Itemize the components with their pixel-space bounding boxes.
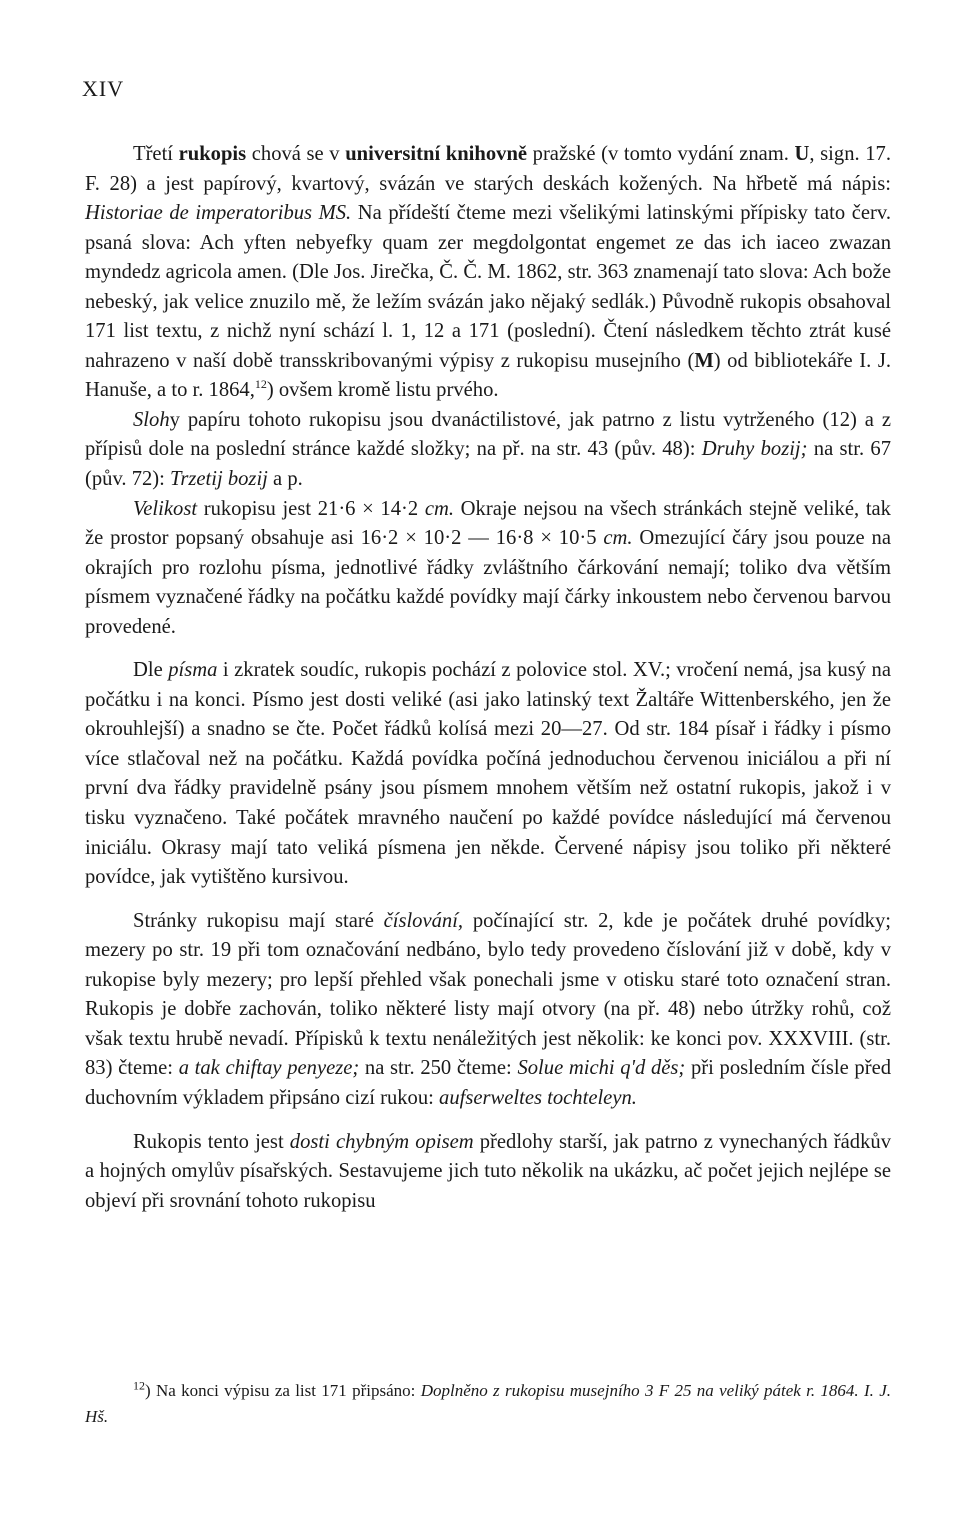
paragraph [85, 907, 891, 1114]
footnote [85, 1378, 891, 1430]
paragraph [85, 406, 891, 495]
body-text [85, 140, 891, 1216]
text-segment: dosti chybným opisem [289, 1130, 474, 1153]
text-segment: rukopis [178, 143, 247, 165]
paragraph [85, 495, 891, 643]
paragraph [85, 1128, 891, 1217]
text-segment: předlohy starší, jak patrno z vynechaných řádkův a hojných omylův písařských. Sestavujeme jich tuto několik na ukázku, ač počet jejich nejlépe se objeví při srovnání tohoto rukopisu [85, 1130, 891, 1212]
text-segment: a tak chiftay penyeze; [178, 1057, 360, 1080]
text-segment: Velikost [133, 497, 198, 520]
text-segment: Stránky rukopisu mají staré [133, 909, 384, 932]
footnote-marker: 12 [254, 377, 267, 392]
text-segment: cm. [424, 497, 454, 520]
paragraph [85, 656, 891, 892]
text-segment: Na přídeští čteme mezi všelikými latinskými přípisky tato červ. psaná slova: Ach yften nebyefky quam zer megdolgontat engemet ze das ich iaceo zwazan myndedz agricola amen. (Dle Jos. Jirečka, Č. Č. M. 1862, str. 363 znamenají tato slova: Ach bože nebeský, jak velice znuzilo mě, že ležím svázán jako nějaký sedlák.) Původně rukopis obsahoval 171 list textu, z nichž nyní schází l. 1, 12 a 171 (poslední). Čtení následkem těchto ztrát kusé nahrazeno v naší době transskribovanými výpisy z rukopisu musejního ( [85, 202, 891, 372]
text-segment: rukopisu jest 21·6 × 14·2 [197, 497, 425, 520]
text-segment: počínající str. 2, kde je počátek druhé povídky; mezery po str. 19 při tom označování nedbáno, bylo tedy provedeno číslování již v době, kdy v rukopise byly mezery; pro lepší přehled však ponechali jsme v otisku staré toto označení stran. Rukopis je dobře zachován, toliko některé listy mají otvory (na př. 48) nebo útržky rohů, což však textu hrubě nevadí. Přípisků k textu nenáležitých jest několik: ke konci pov. XXXVIII. (str. 83) čteme: [85, 909, 891, 1080]
text-segment: ) Na konci výpisu za list 171 připsáno: [145, 1381, 421, 1400]
text-segment: při posledním čísle před duchovním výkladem připsáno cizí rukou: [85, 1057, 892, 1109]
text-segment: aufserweltes tochteleyn. [439, 1086, 637, 1109]
text-segment: M [694, 349, 714, 372]
text-segment: Okraje nejsou na všech stránkách stejně veliké, tak že prostor popsaný obsahuje asi 16·2 × 10·2 — 16·8 × 10·5 [85, 497, 891, 550]
text-segment: Solue michi q'd děs; [517, 1057, 686, 1080]
text-segment: Třetí [133, 143, 179, 165]
footnote-marker: 12 [133, 1378, 145, 1393]
text-segment: na str. 67 (pův. 72): [85, 438, 891, 491]
text-segment: Sloh [133, 408, 170, 431]
text-segment: i zkratek soudíc, rukopis pochází z polovice stol. XV.; vročení nemá, jsa kusý na počátku i na konci. Písmo jest dosti veliké (asi jako latinský text Žaltáře Wittenberského, jen že okrouhlejší) a snadno se čte. Počet řádků kolísá mezi 20—27. Od str. 184 písař i řádky i písmo více stlačoval než na počátku. Každá povídka počíná jednoduchou červenou iniciálou a při ní první dva řádky pravidelně psány jsou písmem mnohem větším než ostatní rukopis, jakož i v tisku vyznačeno. Také počátek mravného naučení po každé povídce následující má červenou iniciálu. Okrasy mají tato veliká písmena jen někde. Červené nápisy jsou toliko při některé povídce, jak vytištěno kursivou. [85, 659, 891, 889]
text-segment: a p. [267, 468, 303, 491]
text-segment: ) ovšem kromě listu prvého. [266, 379, 499, 402]
text-segment: číslování, [383, 909, 464, 932]
text-segment: Dle [133, 659, 169, 682]
text-segment: U [794, 143, 810, 165]
text-segment: chová se v [246, 143, 346, 165]
text-segment: universitní knihovně [345, 143, 528, 165]
text-segment: Doplněno z rukopisu musejního 3 F 25 na veliký pátek r. 1864. I. J. Hš. [85, 1381, 891, 1426]
text-segment: písma [168, 659, 218, 682]
paragraph [85, 140, 891, 406]
page-number: XIV [82, 76, 125, 101]
text-segment: ) od bibliotekáře I. J. Hanuše, a to r. 1864, [85, 349, 891, 402]
text-segment: , sign. 17. F. 28) a jest papírový, kvartový, svázán ve starých deskách kožených. Na hřbetě má nápis: [85, 143, 891, 195]
text-segment: na str. 250 čteme: [359, 1057, 518, 1080]
text-segment: Trzetij bozij [170, 468, 268, 491]
text-segment: Omezující čáry jsou pouze na okrajích pro rozlohu písma, jednotlivé řádky zvláštního čárkování nemají; toliko dva větším písmem vyznačené řádky na počátku každé povídky mají čárky inkoustem nebo červenou barvou provedené. [85, 527, 891, 638]
text-segment: Rukopis tento jest [133, 1130, 290, 1153]
footnote-text [85, 1378, 891, 1430]
text-segment: Historiae de imperatoribus MS. [85, 202, 352, 225]
text-segment: pražské (v tomto vydání znam. [527, 143, 795, 165]
text-segment: Druhy bozij; [701, 438, 808, 461]
text-segment: y papíru tohoto rukopisu jsou dvanáctilistové, jak patrno z listu vytrženého (12) a z přípisů dole na poslední stránce každé složky; na př. na str. 43 (pův. 48): [85, 408, 891, 461]
text-segment: cm. [603, 527, 633, 550]
